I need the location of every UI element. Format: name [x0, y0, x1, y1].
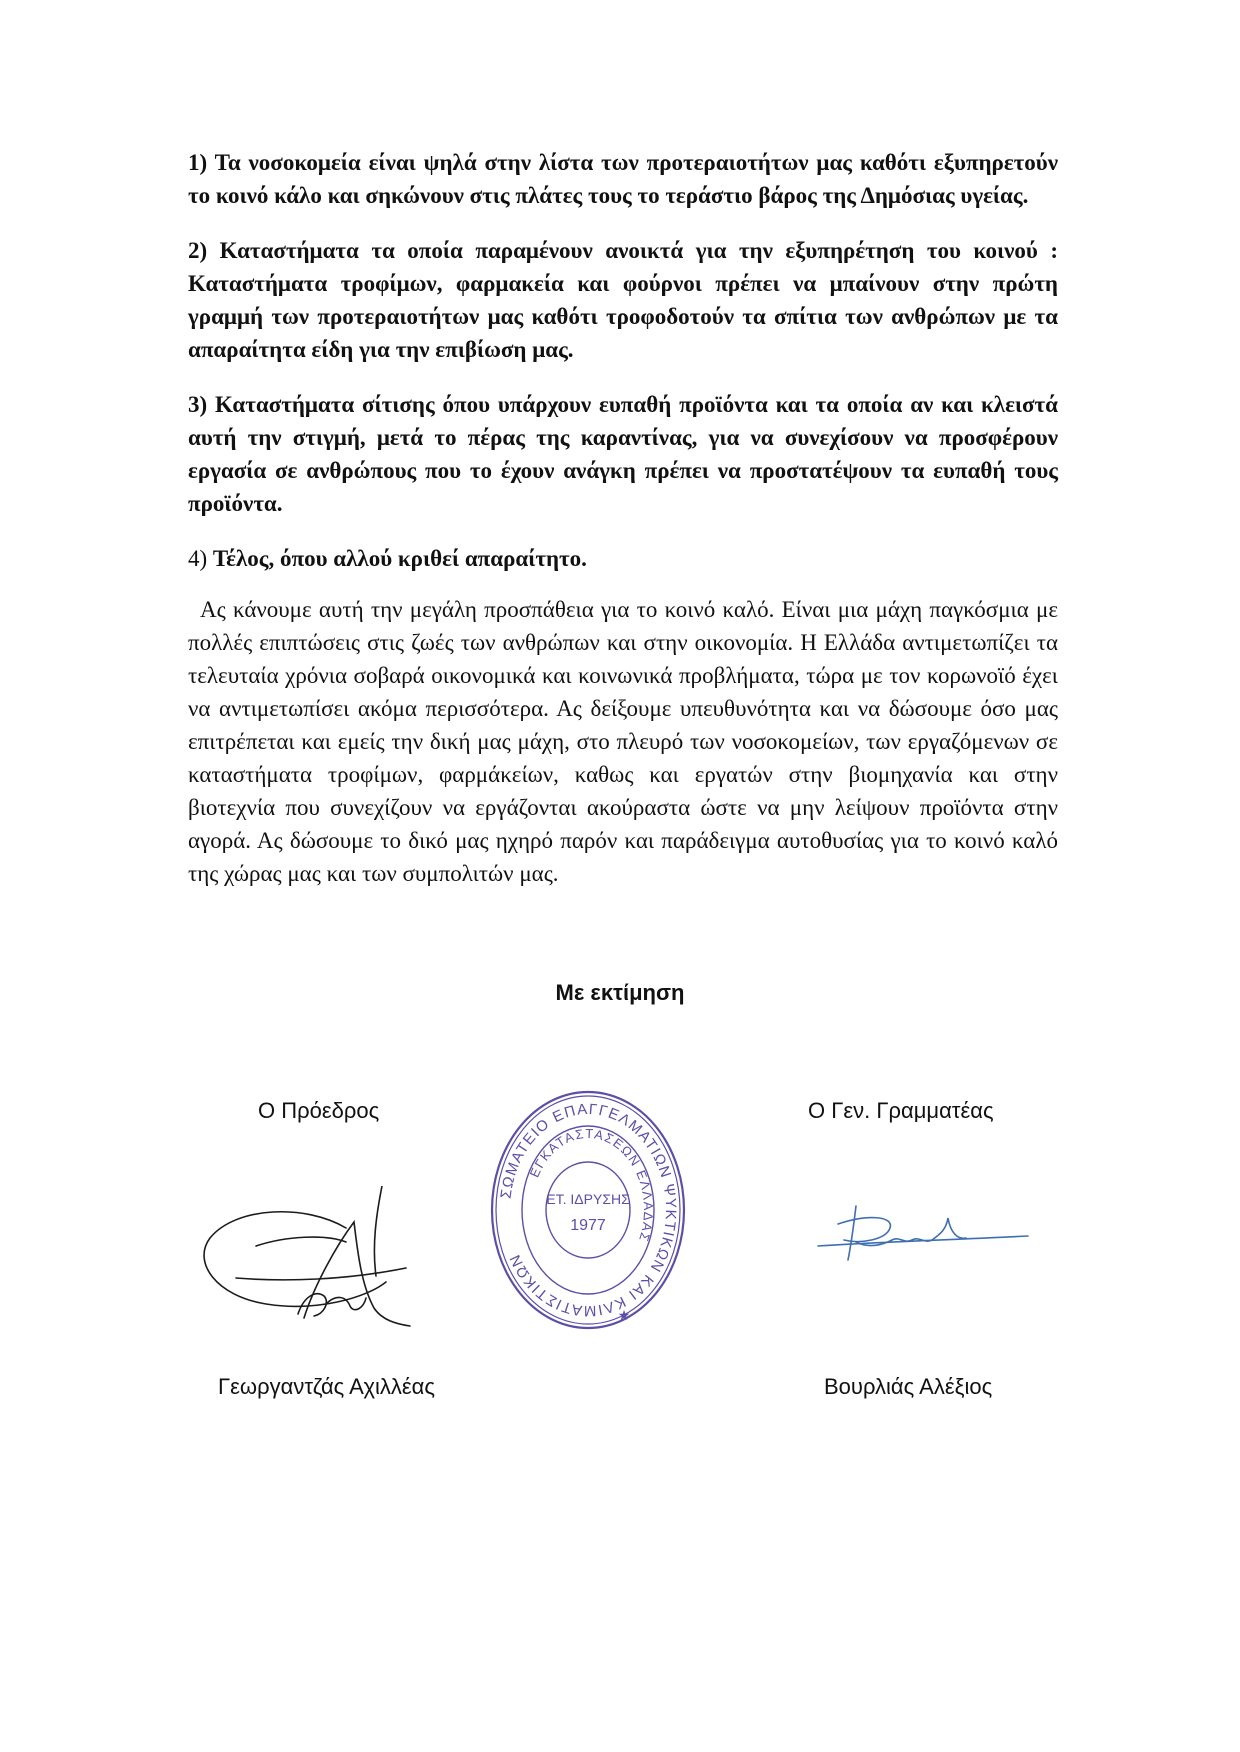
priority-item-4-text: Τέλος, όπου αλλού κριθεί απαραίτητο.	[212, 546, 587, 571]
secretary-signature-icon	[808, 1200, 1038, 1280]
stamp-center-line-1: ΕΤ. ΙΔΡΥΣΗΣ	[546, 1191, 630, 1207]
stamp-star-icon: ★	[617, 1309, 631, 1324]
stamp-inner-text: ΕΓΚΑΤΑΣΤΑΣΕΩΝ ΕΛΛΑΔΑΣ	[526, 1125, 657, 1245]
president-signature-icon	[196, 1186, 436, 1336]
secretary-name: Βουρλιάς Αλέξιος	[824, 1374, 993, 1399]
closing-paragraph: Ας κάνουμε αυτή την μεγάλη προσπάθεια για το κοινό καλό. Είναι μια μάχη παγκόσμια με πολλές επιπτώσεις στις ζωές των ανθρώπων και στην οικονομία. Η Ελλάδα αντιμετωπίζει τα τελευταία χρόνια σοβαρά οικονομικά και κοινωνικά προβλήματα, τώρα με τον κορωνοϊό έχει να αντιμετωπίσει ακόμα περισσότερα. Ας δείξουμε υπευθυνότητα και να δώσουμε όσο μας επιτρέπεται και εμείς την δική μας μάχη, στο πλευρό των νοσοκομείων, των εργαζόμενων σε καταστήματα τροφίμων, φαρμάκείων, καθως και εργατών στην βιομηχανία και στην βιοτεχνία που συνεχίζουν να εργάζονται ακούραστα ώστε να μην λείψουν προϊόντα στην αγορά. Ας δώσουμε το δικό μας ηχηρό παρόν και παράδειγμα αυτοθυσίας για το κοινό καλό της χώρας μας και των συμπολιτών μας.	[188, 597, 1058, 886]
priority-item-3: 3) Καταστήματα σίτισης όπου υπάρχουν ευπαθή προϊόντα και τα οποία αν και κλειστά αυτή την στιγμή, μετά το πέρας της καραντίνας, για να συνεχίσουν να προσφέρουν εργασία σε ανθρώπους που το έχουν ανάγκη πρέπει να προστατέψουν τα ευπαθή τους προϊόντα.	[188, 392, 1058, 516]
priority-item-2: 2) Καταστήματα τα οποία παραμένουν ανοικτά για την εξυπηρέτηση του κοινού : Καταστήματα τροφίμων, φαρμακεία και φούρνοι πρέπει να μπαίνουν στην πρώτη γραμμή των προτεραιοτήτων μας καθότι τροφοδοτούν τα σπίτια των ανθρώπων με τα απαραίτητα είδη για την επιβίωση μας.	[188, 238, 1058, 362]
stamp-center-line-2: 1977	[570, 1217, 606, 1234]
priority-item-4-number: 4)	[188, 546, 208, 571]
organization-stamp-icon	[488, 1088, 688, 1350]
secretary-title: Ο Γεν. Γραμματέας	[808, 1098, 994, 1123]
stamp-outer-text: ΣΩΜΑΤΕΙΟ ΕΠΑΓΓΕΛΜΑΤΙΩΝ ΨΥΚΤΙΚΩΝ ΚΑΙ ΚΛΙΜΑΤΙΣΤΙΚΩΝ	[497, 1100, 680, 1320]
regards-line: Με εκτίμηση	[555, 980, 685, 1005]
letter-body	[188, 146, 1058, 890]
priority-item-4	[188, 542, 1058, 575]
priority-item-1: 1) Τα νοσοκομεία είναι ψηλά στην λίστα των προτεραιοτήτων μας καθότι εξυπηρετούν το κοινό κάλο και σηκώνουν στις πλάτες τους το τεράστιο βάρος της Δημόσιας υγείας.	[188, 150, 1058, 208]
president-title: Ο Πρόεδρος	[258, 1098, 380, 1123]
president-name: Γεωργαντζάς Αχιλλέας	[218, 1374, 436, 1399]
